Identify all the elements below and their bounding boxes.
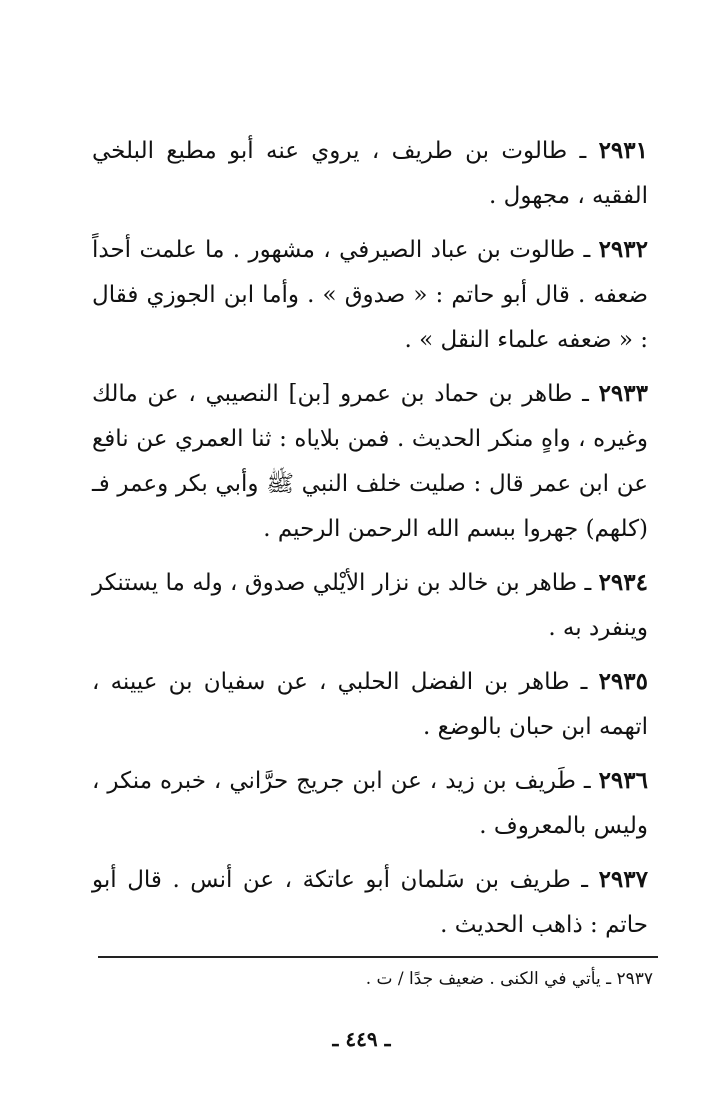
entry-text: ـ طاهر بن الفضل الحلبي ، عن سفيان بن عيينه ، اتهمه ابن حبان بالوضع .	[92, 669, 648, 740]
entry-number: ٢٩٣٥	[598, 668, 648, 695]
entry-2937	[92, 857, 648, 948]
entry-number: ٢٩٣٧	[598, 866, 648, 893]
entry-text: ـ طاهر بن خالد بن نزار الأيْلي صدوق ، وله ما يستنكر وينفرد به .	[92, 570, 648, 641]
entries-list	[92, 128, 648, 956]
entry-text: ـ طريف بن سَلمان أبو عاتكة ، عن أنس . قال أبو حاتم : ذاهب الحديث .	[92, 867, 648, 938]
entry-number: ٢٩٣١	[598, 137, 648, 164]
entry-number: ٢٩٣٤	[598, 569, 648, 596]
footnote: ٢٩٣٧ ـ يأتي في الكنى . ضعيف جدًا / ت .	[365, 969, 653, 989]
entry-2934	[92, 560, 648, 651]
entry-2933	[92, 371, 648, 552]
entry-2932	[92, 227, 648, 363]
entry-2936	[92, 758, 648, 849]
entry-text: ـ طاهر بن حماد بن عمرو [بن] النصيبي ، عن مالك وغيره ، واهٍ منكر الحديث . فمن بلاياه : ثنا العمري عن نافع عن ابن عمر قال : صليت خلف النبي ﷺ وأبي بكر وعمر فـ (كلهم) جهروا ببسم الله الرحمن الرحيم .	[92, 381, 648, 542]
entry-text: ـ طالوت بن طريف ، يروي عنه أبو مطيع البلخي الفقيه ، مجهول .	[92, 138, 648, 209]
entry-text: ـ طَريف بن زيد ، عن ابن جريج حرَّاني ، خبره منكر ، وليس بالمعروف .	[92, 768, 648, 839]
entry-2931	[92, 128, 648, 219]
entry-number: ٢٩٣٢	[598, 236, 648, 263]
footnote-divider	[98, 956, 658, 958]
entry-number: ٢٩٣٦	[598, 767, 648, 794]
page-number: ـ ٤٤٩ ـ	[332, 1027, 391, 1051]
entry-text: ـ طالوت بن عباد الصيرفي ، مشهور . ما علمت أحداً ضعفه . قال أبو حاتم : « صدوق » . وأما ابن الجوزي فقال : « ضعفه علماء النقل » .	[92, 237, 648, 353]
entry-number: ٢٩٣٣	[598, 380, 648, 407]
entry-2935	[92, 659, 648, 750]
